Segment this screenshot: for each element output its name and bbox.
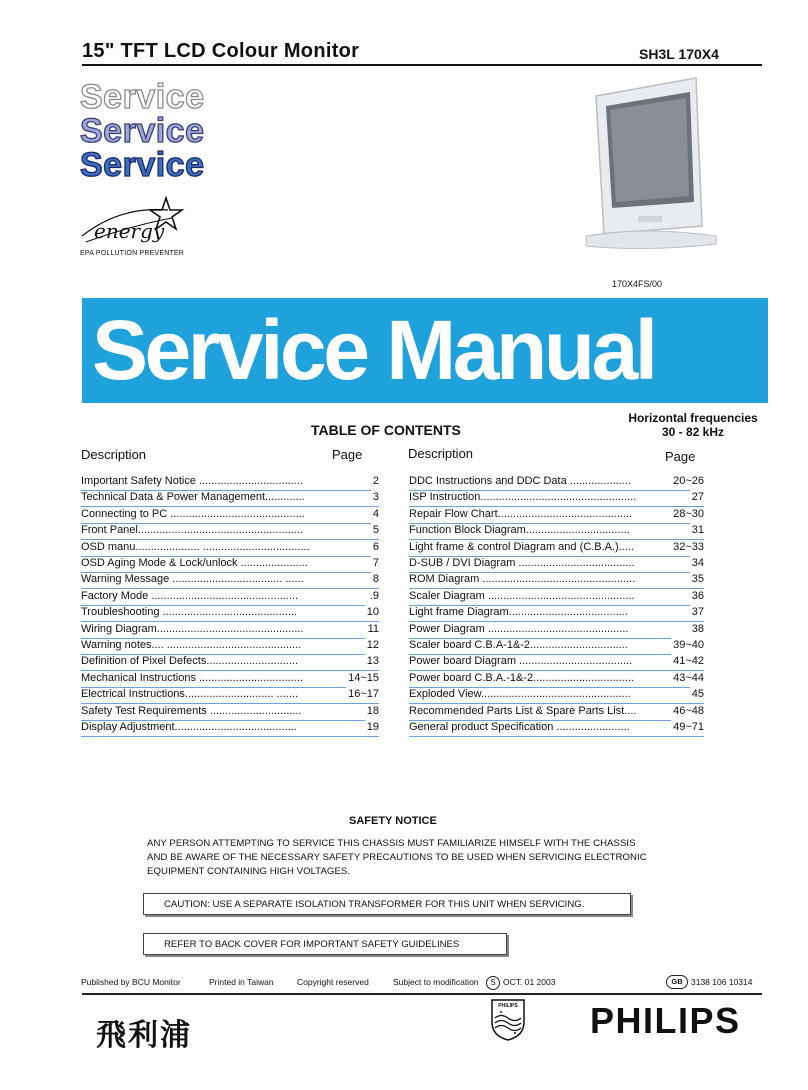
toc-entry-description: Definition of Pixel Defects.............................. (81, 655, 299, 668)
energy-logo-word: energy (94, 219, 165, 243)
toc-entry-page: 34 (691, 557, 704, 569)
toc-entry-page: 49~71 (673, 721, 704, 733)
toc-entry-page: 20~26 (673, 475, 704, 487)
service-logo-line-1: Service (80, 78, 205, 116)
energy-star-logo (80, 196, 190, 252)
toc-entry-page: 12 (366, 639, 379, 651)
toc-entry[interactable] (409, 622, 704, 639)
toc-entry-page: 46~48 (673, 704, 704, 717)
toc-entry[interactable] (81, 556, 379, 573)
horizontal-frequencies-label: Horizontal frequencies (628, 411, 758, 425)
toc-entry[interactable] (81, 572, 379, 589)
toc-entry-page: 5 (372, 524, 379, 537)
toc-entry-description: General product Specification ........................ (409, 721, 630, 733)
toc-entry[interactable] (409, 490, 704, 507)
toc-entry-description: ISP Instruction................................................... (409, 491, 637, 504)
toc-entry-page: 14~15 (348, 671, 379, 684)
gb-badge: GB (666, 975, 688, 989)
toc-entry-page: 31 (691, 524, 704, 537)
epa-tagline: EPA POLLUTION PREVENTER (80, 250, 185, 257)
toc-entry-description: Function Block Diagram.................................. (409, 524, 630, 537)
footer-rule (82, 993, 762, 995)
toc-entry[interactable] (81, 720, 379, 737)
footer-printed: Printed in Taiwan (209, 977, 274, 987)
toc-entry-description: Power Diagram .............................................. (409, 622, 629, 635)
toc-entry-page: .9 (369, 589, 379, 602)
toc-entry[interactable] (81, 507, 379, 524)
toc-entry-page: 45 (691, 688, 704, 701)
toc-entry-description: Power board C.B.A.-1&-2................................. (409, 671, 634, 684)
toc-entry-description: DDC Instructions and DDC Data .................... (409, 475, 631, 487)
philips-shield-icon (490, 998, 526, 1042)
toc-entry[interactable] (81, 671, 379, 688)
toc-entry-description: Troubleshooting ............................................ (81, 606, 298, 619)
toc-right-list (409, 474, 704, 744)
safety-notice-line: ANY PERSON ATTEMPTING TO SERVICE THIS CHASSIS MUST FAMILIARIZE HIMSELF WITH THE CHASSIS (147, 838, 636, 849)
toc-entry-description: Electrical Instructions............................. ....... (81, 688, 299, 701)
toc-entry-description: Power board Diagram ..................................... (409, 655, 633, 668)
toc-title: TABLE OF CONTENTS (311, 422, 461, 438)
toc-entry-page: 37 (691, 606, 704, 619)
caution-box: CAUTION: USE A SEPARATE ISOLATION TRANSFORMER FOR THIS UNIT WHEN SERVICING. (143, 893, 631, 915)
toc-left-page-header: Page (332, 447, 363, 462)
toc-entry-description: Wiring Diagram................................................ (81, 622, 304, 635)
toc-entry[interactable] (81, 474, 379, 491)
toc-entry-description: Repair Flow Chart............................................ (409, 507, 633, 520)
toc-entry-page: 10 (366, 606, 379, 619)
toc-entry-description: ROM Diagram .................................................. (409, 573, 636, 586)
toc-left-list (81, 474, 379, 744)
toc-entry-description: OSD Aging Mode & Lock/unlock ...................... (81, 557, 308, 569)
toc-entry[interactable] (409, 572, 704, 589)
safety-notice-title: SAFETY NOTICE (349, 815, 437, 827)
banner-title: Service Manual (92, 303, 655, 397)
toc-left-description-header: Description (81, 447, 147, 462)
toc-entry-description: Display Adjustment........................................ (81, 721, 297, 733)
toc-entry-page: 36 (691, 589, 704, 602)
toc-entry-description: Warning notes.... ............................................ (81, 639, 302, 651)
shield-word: PHILIPS (498, 1003, 518, 1009)
service-logo-line-3: Service (80, 146, 205, 184)
header-rule (82, 64, 762, 66)
toc-entry-page: 11 (367, 622, 379, 635)
toc-entry-page: 38 (691, 622, 704, 635)
toc-entry-page: 4 (372, 507, 379, 520)
safety-notice-line: AND BE AWARE OF THE NECESSARY SAFETY PRECAUTIONS TO BE USED WHEN SERVICING ELECTRONIC (147, 852, 647, 863)
toc-entry-description: Factory Mode ................................................ (81, 589, 298, 602)
toc-entry-page: 39~40 (673, 639, 704, 651)
footer-subject: Subject to modification (393, 977, 479, 987)
toc-entry-description: OSD manu..................... ................................... (81, 540, 310, 553)
toc-entry[interactable] (409, 605, 704, 622)
refer-box: REFER TO BACK COVER FOR IMPORTANT SAFETY GUIDELINES (143, 933, 507, 955)
toc-entry[interactable] (409, 638, 704, 655)
toc-entry[interactable] (81, 654, 379, 671)
toc-entry[interactable] (409, 589, 704, 606)
philips-wordmark: PHILIPS (590, 1000, 741, 1041)
toc-entry-description: Technical Data & Power Management............. (81, 491, 305, 504)
chinese-brand-name: 飛利浦 (96, 1019, 192, 1052)
toc-entry-page: 19 (366, 721, 379, 733)
toc-entry[interactable] (409, 523, 704, 540)
toc-entry[interactable] (409, 474, 704, 491)
footer-modification-mark: S (486, 976, 500, 990)
toc-entry-page: 43~44 (673, 671, 704, 684)
toc-entry-page: 6 (372, 540, 379, 553)
toc-entry[interactable] (81, 523, 379, 540)
footer-docnum: 3138 106 10314 (691, 977, 753, 987)
toc-entry-page: 13 (366, 655, 379, 668)
service-logo-line-2: Service (80, 112, 205, 150)
toc-entry-description: Scaler Diagram ................................................ (409, 589, 635, 602)
footer-published: Published by BCU Monitor (81, 977, 181, 987)
toc-entry-page: 41~42 (673, 655, 704, 668)
toc-entry-page: 35 (691, 573, 704, 586)
footer-copyright: Copyright reserved (297, 977, 369, 987)
toc-entry-description: Safety Test Requirements .............................. (81, 704, 302, 717)
toc-entry[interactable] (409, 720, 704, 737)
toc-entry[interactable] (409, 704, 704, 721)
toc-entry[interactable] (81, 540, 379, 557)
toc-entry-page: 2 (372, 475, 379, 487)
toc-entry-page: 27 (691, 491, 704, 504)
toc-entry[interactable] (409, 540, 704, 557)
toc-right-description-header: Description (408, 446, 474, 461)
toc-entry[interactable] (81, 622, 379, 639)
toc-entry[interactable] (81, 490, 379, 507)
toc-entry-page: 18 (366, 704, 379, 717)
toc-entry[interactable] (81, 704, 379, 721)
toc-entry-description: Light frame & control Diagram and (C.B.A.)..... (409, 540, 634, 553)
horizontal-frequencies-value: 30 - 82 kHz (661, 425, 725, 439)
toc-entry-page: 7 (372, 557, 379, 569)
toc-entry[interactable] (81, 605, 379, 622)
toc-entry-page: 16~17 (348, 688, 379, 701)
toc-entry[interactable] (81, 687, 379, 704)
monitor-image (576, 76, 726, 256)
toc-entry-page: 3 (372, 491, 379, 504)
toc-entry-description: Scaler board C.B.A-1&-2................................ (409, 639, 628, 651)
document-title: 15" TFT LCD Colour Monitor (82, 40, 360, 62)
toc-entry-description: Warning Message .................................... ...... (81, 573, 304, 586)
toc-entry[interactable] (409, 671, 704, 688)
toc-entry-description: Recommended Parts List & Spare Parts List.... (409, 704, 637, 717)
toc-entry[interactable] (409, 556, 704, 573)
footer-date: OCT. 01 2003 (503, 977, 556, 987)
toc-entry[interactable] (81, 589, 379, 606)
toc-entry-page: 28~30 (673, 507, 704, 520)
toc-entry[interactable] (409, 507, 704, 524)
toc-entry-description: Exploded View................................................. (409, 688, 631, 701)
toc-right-page-header: Page (665, 449, 696, 464)
toc-entry[interactable] (409, 687, 704, 704)
toc-entry[interactable] (409, 654, 704, 671)
model-number: SH3L 170X4 (639, 46, 719, 62)
toc-entry-description: Light frame Diagram....................................... (409, 606, 628, 619)
model-code: 170X4FS/00 (612, 279, 663, 289)
toc-entry-description: D-SUB / DVI Diagram ...................................... (409, 557, 635, 569)
toc-entry-description: Important Safety Notice .................................. (81, 475, 303, 487)
toc-entry-description: Connecting to PC ............................................ (81, 507, 305, 520)
toc-entry[interactable] (81, 638, 379, 655)
toc-entry-page: 8 (372, 573, 379, 586)
safety-notice-line: EQUIPMENT CONTAINING HIGH VOLTAGES. (147, 866, 351, 877)
toc-entry-description: Mechanical Instructions .................................. (81, 671, 303, 684)
toc-entry-description: Front Panel...................................................... (81, 524, 303, 537)
toc-entry-page: 32~33 (673, 540, 704, 553)
